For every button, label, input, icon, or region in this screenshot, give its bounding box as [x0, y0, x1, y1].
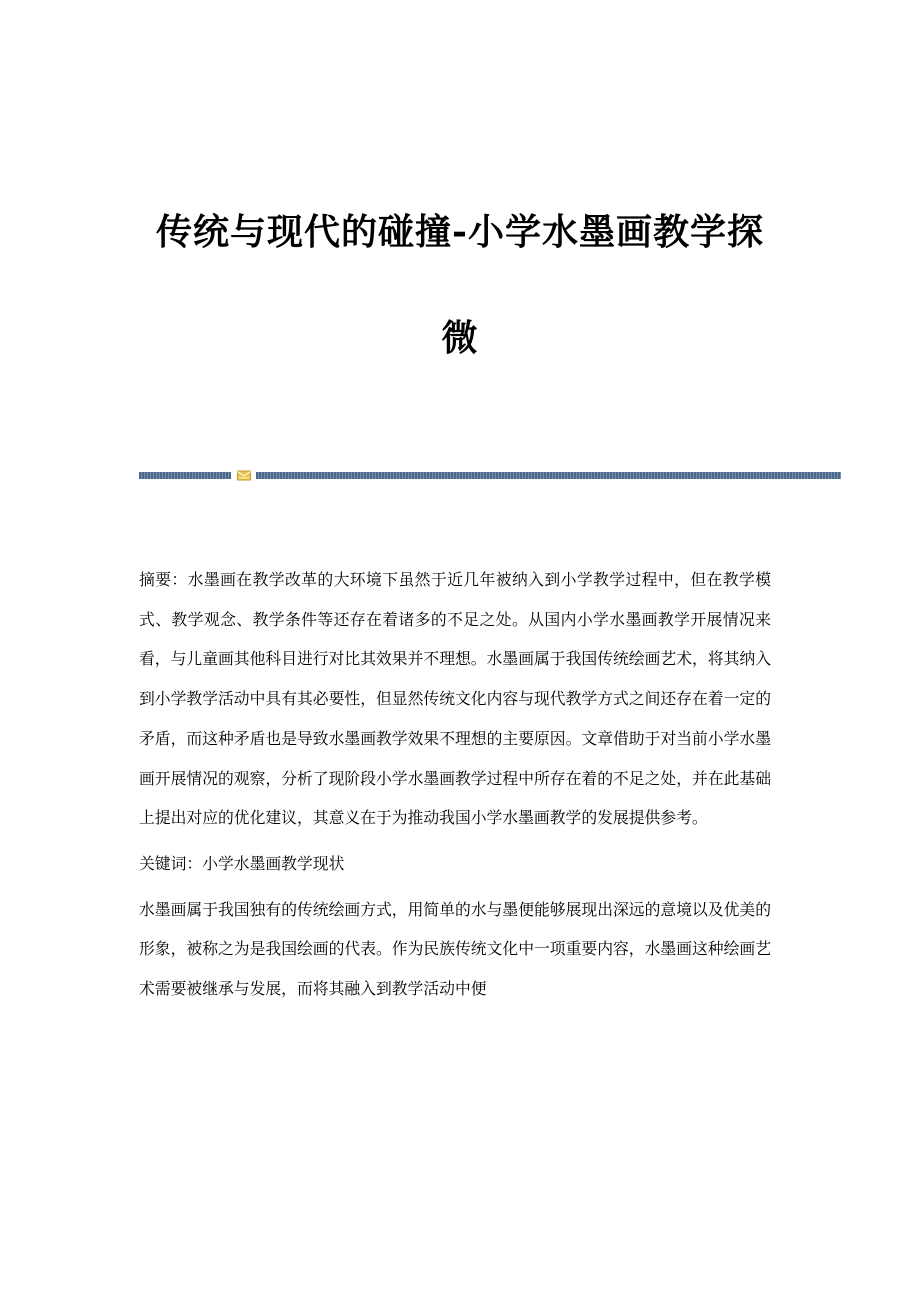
divider-bar-left	[139, 472, 231, 479]
title-line-1: 传统与现代的碰撞-小学水墨画教学探	[156, 211, 764, 253]
keywords-line: 关键词：小学水墨画教学现状	[139, 853, 345, 873]
document-title	[0, 211, 920, 359]
envelope-ornament-icon	[237, 470, 251, 481]
divider-bar-right	[256, 472, 841, 479]
document-body	[139, 560, 771, 1009]
body-paragraph: 水墨画属于我国独有的传统绘画方式，用简单的水与墨便能够展现出深远的意境以及优美的形象，被称之为是我国绘画的代表。作为民族传统文化中一项重要内容，水墨画这种绘画艺术需要被继承与发展，而将其融入到教学活动中便	[139, 899, 771, 999]
abstract-paragraph: 摘要：水墨画在教学改革的大环境下虽然于近几年被纳入到小学教学过程中，但在教学模式、教学观念、教学条件等还存在着诸多的不足之处。从国内小学水墨画教学开展情况来看，与儿童画其他科目进行对比其效果并不理想。水墨画属于我国传统绘画艺术，将其纳入到小学教学活动中具有其必要性，但显然传统文化内容与现代教学方式之间还存在着一定的矛盾，而这种矛盾也是导致水墨画教学效果不理想的主要原因。文章借助于对当前小学水墨画开展情况的观察，分析了现阶段小学水墨画教学过程中所存在着的不足之处，并在此基础上提出对应的优化建议，其意义在于为推动我国小学水墨画教学的发展提供参考。	[139, 570, 771, 828]
title-line-2: 微	[441, 317, 479, 359]
title-divider	[139, 470, 841, 481]
